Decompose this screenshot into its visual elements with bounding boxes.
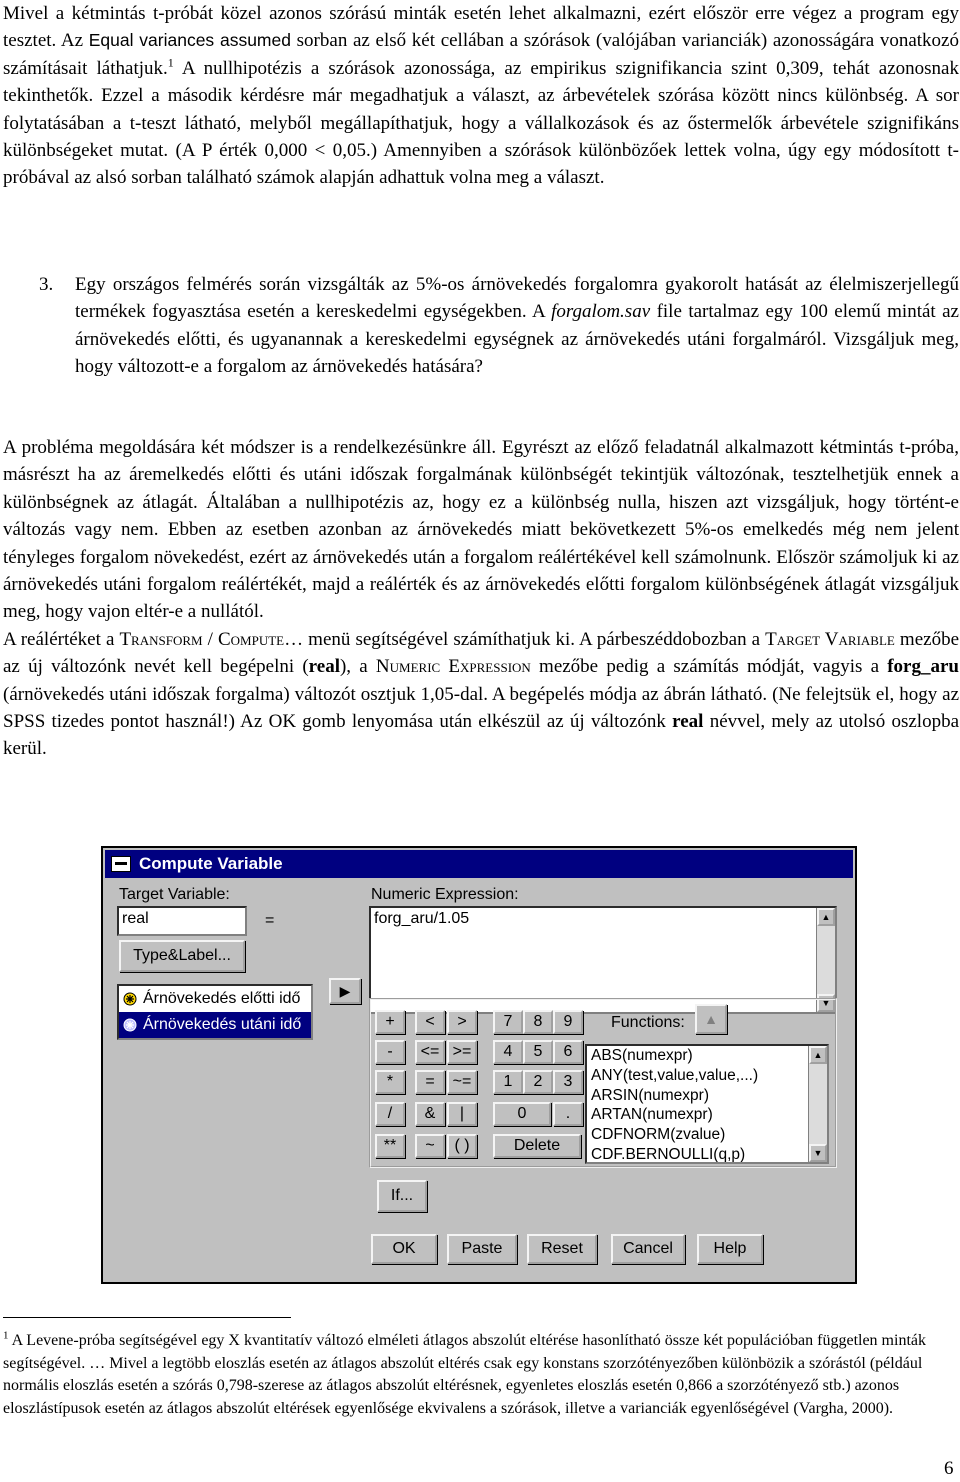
functions-label: Functions: bbox=[611, 1014, 685, 1031]
paragraph-solution bbox=[3, 434, 959, 763]
function-to-expression-button[interactable]: ▲ bbox=[695, 1004, 727, 1034]
key-or[interactable]: | bbox=[447, 1102, 477, 1126]
footnote-divider bbox=[3, 1317, 291, 1318]
scale-variable-icon bbox=[122, 991, 138, 1007]
function-list[interactable] bbox=[585, 1044, 829, 1164]
target-variable-input[interactable]: real bbox=[117, 906, 247, 936]
key-greater-than[interactable]: > bbox=[447, 1010, 477, 1034]
text: A probléma megoldására két módszer is a rendelkezésünkre áll. Egyrészt az előző feladatnál alkalmazott kétmintás t-próba, másrészt ha az áremelkedés előtti és utáni időszak forgalmának különbségét tekintjük változónak, tesztelhetjük ennek a különbségnek az átlagát. Általában a nullhipotézis az, hogy ez a különbség nulla, hiszen azt vizsgáljuk, hogy történt-e változás vagy nem. Ebben az esetben azonban az árnövekedés miatt bekövetkezett 5%-os emelkedés még nem jelent tényleges forgalom növekedést, ezért az árnövekedés után a forgalom reálértékével kell számolnunk. Először számoljuk ki az árnövekedés utáni forgalom reálértékét, majd a reálérték és az árnövekedés előtti forgalom különbségének átlagát vizsgáljuk meg, hogy vajon eltér-e a nullától. bbox=[3, 437, 959, 623]
scale-variable-icon bbox=[122, 1017, 138, 1033]
function-item[interactable]: ABS(numexpr) bbox=[591, 1047, 693, 1064]
key-power[interactable]: ** bbox=[375, 1134, 405, 1158]
if-button[interactable]: If... bbox=[377, 1180, 427, 1212]
key-delete[interactable]: Delete bbox=[493, 1134, 581, 1158]
var-forg-aru: forg_aru bbox=[887, 656, 959, 678]
expression-scrollbar[interactable] bbox=[816, 908, 835, 1012]
equal-variances-term: Equal variances assumed bbox=[88, 30, 291, 51]
dialog-titlebar[interactable] bbox=[105, 850, 853, 878]
key-not[interactable]: ~ bbox=[415, 1134, 445, 1158]
ok-button[interactable]: OK bbox=[371, 1234, 437, 1264]
compute-variable-dialog bbox=[101, 846, 857, 1284]
key-less-than[interactable]: < bbox=[415, 1010, 445, 1034]
text: menü segítségével számíthatjuk ki. A párbeszéddobozban a bbox=[303, 628, 766, 650]
numeric-expression-label: Numeric Expression: bbox=[371, 886, 519, 903]
function-list-scrollbar[interactable] bbox=[808, 1046, 827, 1162]
equals-sign: = bbox=[265, 912, 275, 929]
text: file tartalmaz egy 100 elemű mintát az árnövekedés előtti, és ugyanannak a kereskedelmi egységnek az árnövekedés utáni forgalmáról. Vizsgáljuk meg, hogy változott-e a forgalom az árnövekedés hatására? bbox=[75, 301, 959, 378]
key-parentheses[interactable]: ( ) bbox=[447, 1134, 477, 1158]
reset-button[interactable]: Reset bbox=[527, 1234, 597, 1264]
numeric-expression-term: Numeric Expression bbox=[375, 656, 531, 678]
var-name: real bbox=[672, 711, 704, 733]
page-number: 6 bbox=[944, 1458, 954, 1479]
system-menu-icon[interactable] bbox=[111, 856, 131, 872]
move-to-expression-button[interactable]: ▶ bbox=[329, 978, 361, 1004]
key-less-equal[interactable]: <= bbox=[415, 1040, 445, 1064]
text: Egy országos felmérés során vizsgálták az 5%-os árnövekedés forgalomra gyakorolt hatását az élelmiszerjellegű termékek fogyasztása esetén a kereskedelmi egységekben. A bbox=[75, 274, 959, 323]
text: A reálértéket a bbox=[3, 628, 120, 650]
text: sorban az első két cellában a szórások (valójában varianciák) azonosságára vonatkozó számításait láthatjuk. bbox=[3, 30, 959, 79]
text: névvel, mely az utolsó oszlopba kerül. bbox=[3, 711, 959, 760]
key-greater-equal[interactable]: >= bbox=[447, 1040, 477, 1064]
key-7[interactable]: 7 bbox=[493, 1010, 523, 1034]
key-decimal[interactable]: . bbox=[553, 1102, 583, 1126]
function-item[interactable]: ARSIN(numexpr) bbox=[591, 1086, 709, 1104]
key-minus[interactable]: - bbox=[375, 1040, 405, 1064]
scroll-up-icon[interactable]: ▲ bbox=[809, 1046, 827, 1064]
variable-list[interactable] bbox=[117, 984, 313, 1040]
variable-name: Árnövekedés előtti idő bbox=[143, 990, 301, 1007]
text: (árnövekedés utáni időszak forgalma) változót osztjuk 1,05-dal. A begépelés módja az ábrán látható. (Ne felejtsük el, hogy az SPSS tizedes pontot használ!) Az OK gomb lenyomása után elkészül az új változónk bbox=[3, 683, 959, 733]
function-item[interactable]: CDF.BERNOULLI(q,p) bbox=[591, 1145, 746, 1163]
key-4[interactable]: 4 bbox=[493, 1040, 523, 1064]
key-plus[interactable]: + bbox=[375, 1010, 405, 1034]
task-number: 3. bbox=[39, 274, 54, 295]
dialog-title: Compute Variable bbox=[139, 854, 283, 873]
help-button[interactable]: Help bbox=[697, 1234, 763, 1264]
text: Mivel a kétmintás t-próbát közel azonos szórású minták esetén lehet alkalmazni, ezért először erre végez a program egy tesztet. Az bbox=[3, 3, 959, 52]
paste-button[interactable]: Paste bbox=[447, 1234, 517, 1264]
key-8[interactable]: 8 bbox=[523, 1010, 553, 1034]
task-3 bbox=[39, 271, 959, 381]
footnote-text: A Levene-próba segítségével egy X kvantitatív változó elméleti átlagos abszolút eltérése hasonlítható össze két populációban független minták segítségével. … Mivel a legtöbb eloszlás esetén az átlagos abszolút eltérés csak egy konstans szorzótényezőben különbözik a szórástól (például normális eloszlás esetén a szórás 0,798-szerese az átlagos abszolút eltérésnek, egyenletes eloszlás esetén 0,866 a szorzótényező stb.) azonos eloszlástípusok esetén az átlagos abszolút eltérések egyenlősége ekvivalens a szórások, illetve a varianciák egyenlőségével (Vargha, 2000). bbox=[3, 1332, 926, 1417]
key-multiply[interactable]: * bbox=[375, 1070, 405, 1094]
numeric-expression-value: forg_aru/1.05 bbox=[374, 910, 470, 927]
key-equals[interactable]: = bbox=[415, 1070, 445, 1094]
list-item[interactable] bbox=[119, 986, 311, 1012]
target-variable-term: Target Variable bbox=[765, 628, 895, 650]
text: A nullhipotézis a szórások azonossága, az empirikus szignifikancia szint 0,309, tehát azonosnak tekinthetők. Ezzel a második kérdésre már megadhatjuk a választ, az árbevételek szórása között nincs különbség. A sor folytatásában a t-teszt látható, melyből megállapíthatjuk, hogy a vállalkozások és az őstermelők árbevétele szignifikáns különbségeket mutat. (A P érték 0,000 < 0,05.) Amennyiben a szórások különbözőek lettek volna, úgy egy módosított t-próbával az alsó sorban található számok alapján adhattuk volna meg a választ. bbox=[3, 57, 959, 189]
key-9[interactable]: 9 bbox=[553, 1010, 583, 1034]
footnote bbox=[3, 1330, 933, 1420]
target-variable-label: Target Variable: bbox=[119, 886, 230, 903]
menu-path: Transform / Compute… bbox=[119, 628, 304, 650]
key-0[interactable]: 0 bbox=[493, 1102, 551, 1126]
function-item[interactable]: ANY(test,value,value,...) bbox=[591, 1066, 759, 1084]
key-and[interactable]: & bbox=[415, 1102, 445, 1126]
list-item[interactable] bbox=[119, 1012, 311, 1038]
footnote-reference[interactable]: 1 bbox=[167, 55, 174, 70]
var-name: real bbox=[308, 656, 340, 678]
scroll-down-icon[interactable]: ▼ bbox=[809, 1144, 827, 1162]
paragraph-levene bbox=[3, 0, 959, 192]
function-item[interactable]: CDFNORM(zvalue) bbox=[591, 1126, 726, 1144]
key-not-equal[interactable]: ~= bbox=[447, 1070, 477, 1094]
cancel-button[interactable]: Cancel bbox=[611, 1234, 685, 1264]
scroll-down-icon[interactable]: ▼ bbox=[817, 994, 835, 1012]
function-item[interactable]: ARTAN(numexpr) bbox=[591, 1106, 713, 1124]
key-divide[interactable]: / bbox=[375, 1102, 405, 1126]
key-5[interactable]: 5 bbox=[523, 1040, 553, 1064]
key-1[interactable]: 1 bbox=[493, 1070, 523, 1094]
scroll-up-icon[interactable]: ▲ bbox=[817, 908, 835, 926]
text: mezőbe pedig a számítás módját, vagyis a bbox=[530, 656, 888, 678]
key-2[interactable]: 2 bbox=[523, 1070, 553, 1094]
text: mezőbe az új változónk nevét kell begépelni ( bbox=[3, 628, 959, 678]
text: ), a bbox=[339, 656, 376, 678]
variable-name: Árnövekedés utáni idő bbox=[143, 1016, 302, 1033]
type-label-button[interactable]: Type&Label... bbox=[119, 940, 245, 972]
key-6[interactable]: 6 bbox=[553, 1040, 583, 1064]
key-3[interactable]: 3 bbox=[553, 1070, 583, 1094]
footnote-marker: 1 bbox=[3, 1329, 9, 1342]
filename: forgalom.sav bbox=[551, 301, 651, 323]
